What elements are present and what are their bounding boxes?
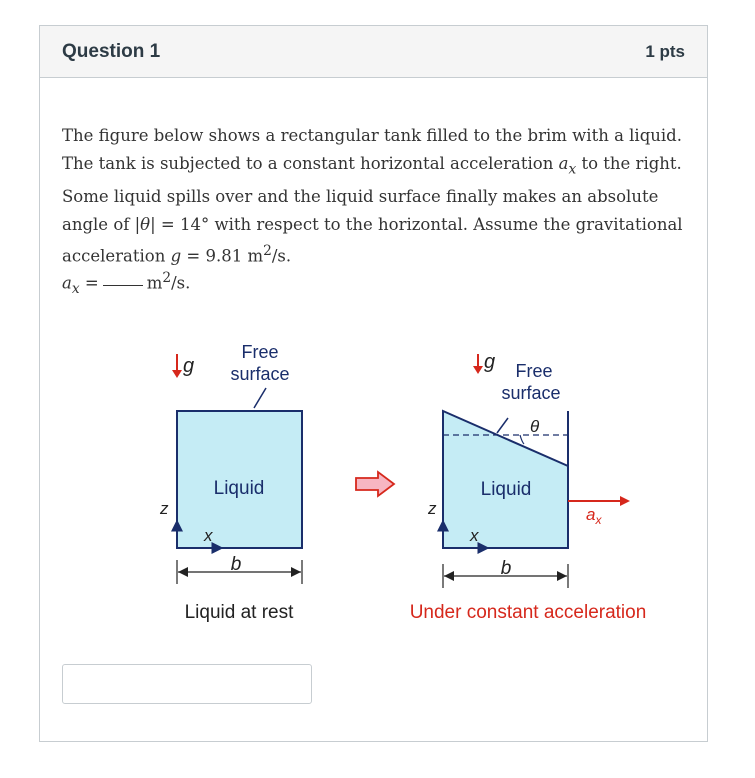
transition-arrow-icon xyxy=(356,472,394,496)
free-surface-label-line2: surface xyxy=(230,364,290,384)
liquid-label: Liquid xyxy=(480,479,532,500)
tank-accelerating xyxy=(410,351,647,623)
ax-subscript: x xyxy=(568,160,577,177)
z-axis-label: z xyxy=(160,499,169,518)
angle-arc xyxy=(520,435,524,444)
question-text-part: The figure below shows a rectangular tank filled to the brim with a liquid. The tank is subjected to a constant horizontal acceleration xyxy=(62,126,682,173)
question-card xyxy=(39,25,708,742)
free-surface-label-line1: Free xyxy=(241,342,279,362)
equals-sign: = xyxy=(84,273,99,293)
answer-prompt xyxy=(62,270,190,297)
question-text-part: to the right. Some liquid spills over and the liquid surface finally makes an absolute angle of | xyxy=(62,153,682,234)
z-axis-label: z xyxy=(428,499,437,518)
question-header xyxy=(40,26,707,78)
free-surface-pointer xyxy=(497,418,508,433)
liquid-label: Liquid xyxy=(213,478,265,499)
question-text xyxy=(62,122,687,270)
ax-symbol: a xyxy=(558,153,569,173)
gravity-arrowhead-icon xyxy=(172,370,182,378)
theta-label: θ xyxy=(530,417,540,436)
answer-blank xyxy=(103,285,143,286)
question-points: 1 pts xyxy=(645,41,685,61)
ax-subscript: x xyxy=(71,280,80,297)
gravity-arrowhead-icon xyxy=(473,366,483,374)
answer-input[interactable] xyxy=(62,664,312,704)
superscript: 2 xyxy=(263,243,272,260)
gravity-label: g xyxy=(183,355,195,377)
unit: m xyxy=(146,273,163,293)
unit-superscript: 2 xyxy=(162,270,172,286)
gravity-label: g xyxy=(484,351,496,373)
question-text-part: = 9.81 m xyxy=(181,246,264,266)
question-text-part: | = 14° with respect to the horizontal. Assume the gravitational acceleration xyxy=(62,214,683,266)
tank-figure xyxy=(110,308,670,638)
tank-at-rest xyxy=(159,342,302,623)
x-axis-label: x xyxy=(204,526,213,545)
theta-symbol: θ xyxy=(140,214,151,234)
free-surface-pointer xyxy=(254,388,266,408)
acceleration-label: $a_x$ xyxy=(586,505,602,527)
ax-symbol: a xyxy=(62,273,72,293)
unit-rest: /s. xyxy=(171,273,191,293)
g-symbol: g xyxy=(170,246,182,266)
acceleration-caption: Under constant acceleration xyxy=(409,602,647,623)
question-text-part: /s. xyxy=(271,246,292,266)
question-title: Question 1 xyxy=(62,40,161,62)
x-axis-label: x xyxy=(470,526,479,545)
free-surface-label-line1: Free xyxy=(515,361,553,381)
width-label: b xyxy=(500,558,512,579)
acceleration-arrowhead-icon xyxy=(620,496,630,506)
width-label: b xyxy=(230,554,242,575)
free-surface-label-line2: surface xyxy=(501,383,561,403)
rest-caption: Liquid at rest xyxy=(184,602,294,623)
